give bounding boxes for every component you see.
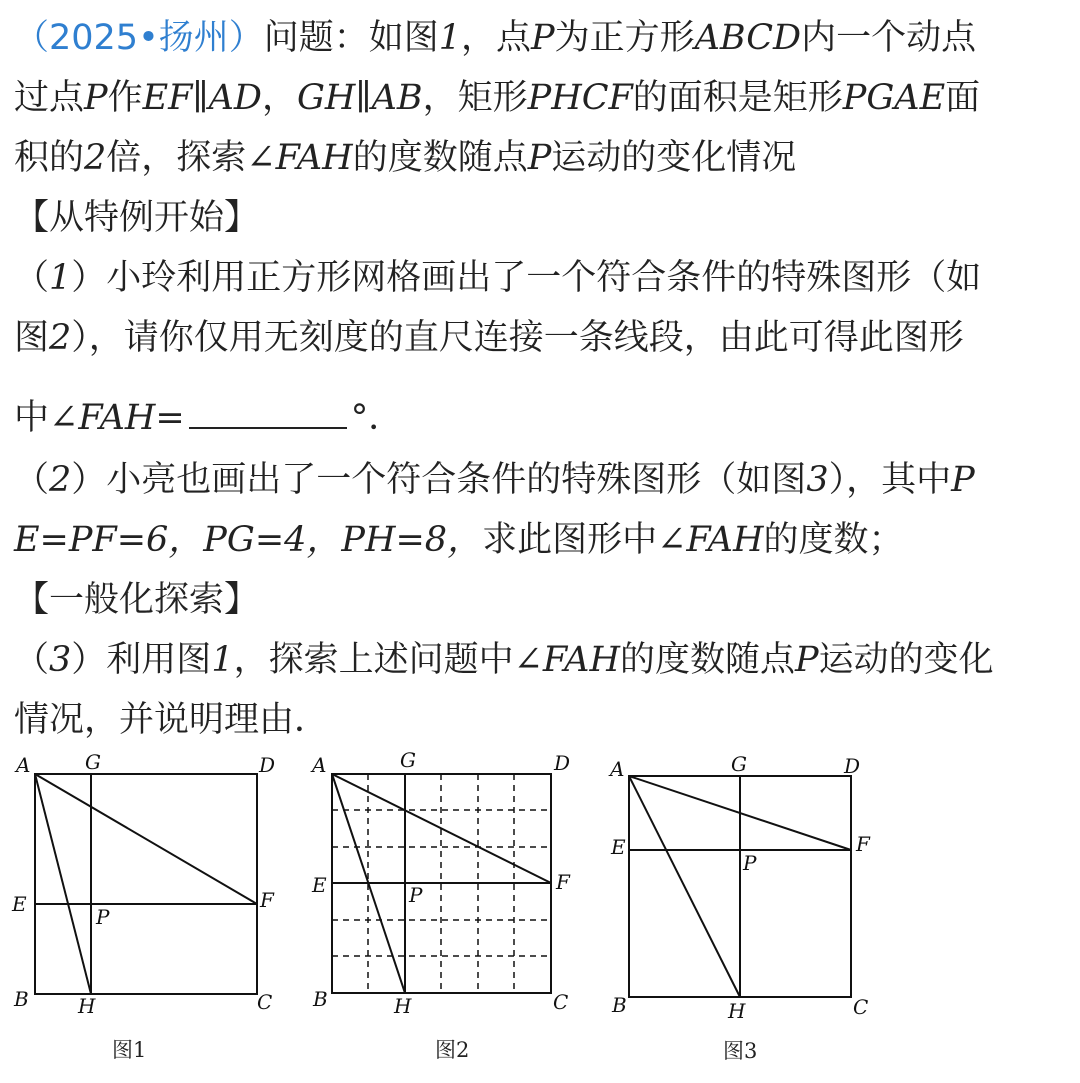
fig1-label-G: G <box>85 750 101 774</box>
fig3-label-A: A <box>610 757 625 781</box>
fig1-label-E: E <box>12 892 27 916</box>
fig3-line-AH <box>629 776 740 997</box>
fig2-label-P: P <box>409 883 423 907</box>
fig3-label-F: F <box>856 832 870 856</box>
fig3-caption: 图3 <box>723 1039 758 1063</box>
question-1-line-1: （1）小玲利用正方形网格画出了一个符合条件的特殊图形（如 <box>14 258 982 298</box>
fig1-label-H: H <box>78 994 96 1018</box>
figure-1 <box>35 774 257 994</box>
problem-line-1: （2025•扬州）问题：如图1，点P为正方形ABCD内一个动点 <box>14 18 977 58</box>
fig1-line-AH <box>35 774 91 994</box>
problem-line-2: 过点P作EF∥AD，GH∥AB，矩形PHCF的面积是矩形PGAE面 <box>14 78 981 118</box>
fig3-label-H: H <box>728 999 746 1023</box>
figure-1-labels <box>11 750 275 1062</box>
fig2-label-B: B <box>313 987 328 1011</box>
problem-line-3: 积的2倍，探索∠FAH的度数随点P运动的变化情况 <box>14 138 797 178</box>
fig1-label-B: B <box>14 987 29 1011</box>
section-heading-general: 【一般化探索】 <box>14 580 260 620</box>
fig2-label-C: C <box>553 990 569 1014</box>
fig3-label-C: C <box>853 995 869 1019</box>
question-3-line-1: （3）利用图1，探索上述问题中∠FAH的度数随点P运动的变化 <box>14 640 994 680</box>
fig3-label-P: P <box>743 851 757 875</box>
fig2-caption: 图2 <box>435 1038 470 1062</box>
fig1-caption: 图1 <box>112 1038 147 1062</box>
question-3-line-2: 情况，并说明理由． <box>14 700 330 740</box>
fig2-label-A: A <box>312 753 327 777</box>
fig3-label-G: G <box>731 752 747 776</box>
figure-3 <box>629 776 851 997</box>
question-2-line-2: E=PF=6，PG=4，PH=8，求此图形中∠FAH的度数； <box>14 520 904 560</box>
fig2-label-G: G <box>400 748 416 772</box>
fig2-label-H: H <box>394 994 412 1018</box>
figure-2-labels <box>310 748 571 1062</box>
fig3-label-E: E <box>611 835 626 859</box>
fig1-label-A: A <box>16 753 31 777</box>
question-1-line-3: 中∠FAH= °． <box>14 398 404 438</box>
fig3-label-B: B <box>612 993 627 1017</box>
fig3-label-D: D <box>844 754 861 778</box>
question-2-line-1: （2）小亮也画出了一个符合条件的特殊图形（如图3），其中P <box>14 460 975 500</box>
fig1-label-F: F <box>260 888 274 912</box>
fig2-label-D: D <box>554 751 571 775</box>
fig1-line-AF <box>35 774 257 904</box>
fig2-label-E: E <box>312 873 327 897</box>
fig2-label-F: F <box>556 870 570 894</box>
question-1-line-2: 图2），请你仅用无刻度的直尺连接一条线段，由此可得此图形 <box>14 318 964 358</box>
fig1-label-C: C <box>257 990 273 1014</box>
source-tag: （2025•扬州） <box>14 18 264 58</box>
section-heading-special: 【从特例开始】 <box>14 198 260 238</box>
fig1-label-D: D <box>259 753 276 777</box>
fig1-label-P: P <box>96 905 110 929</box>
figure-2 <box>332 774 551 993</box>
